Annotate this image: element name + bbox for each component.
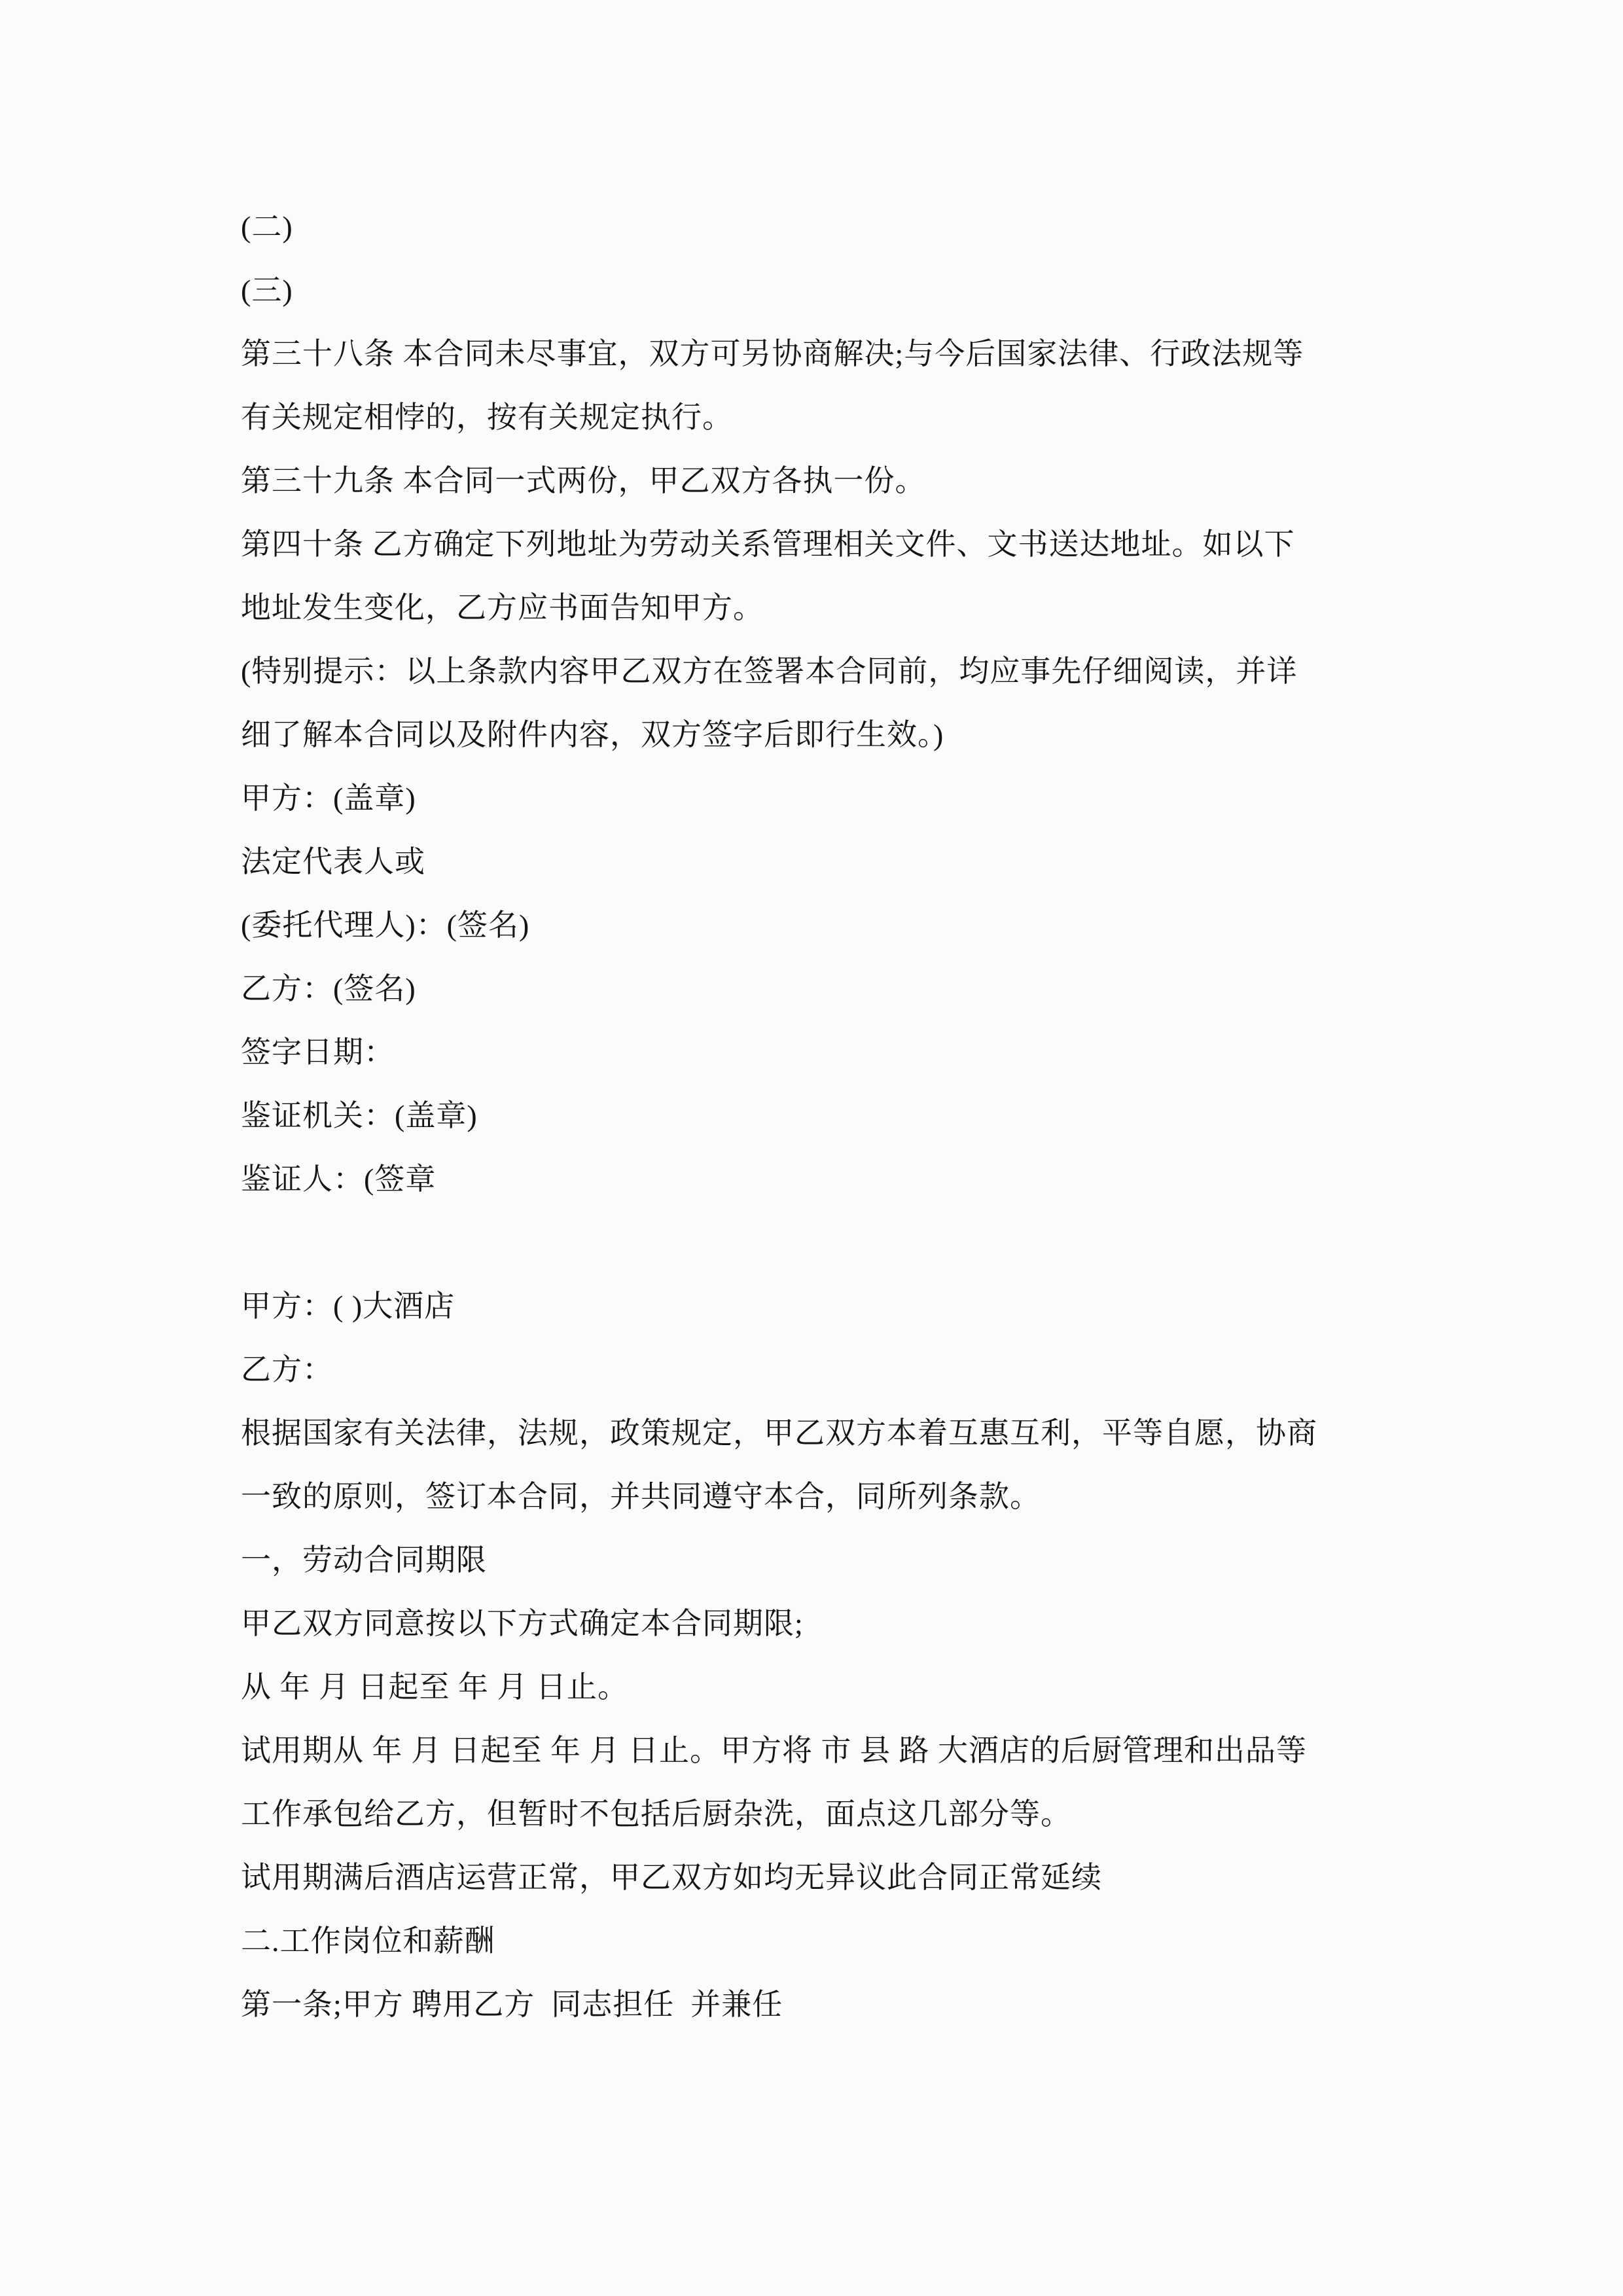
- text-line: 一致的原则，签订本合同，并共同遵守本合，同所列条款。: [241, 1480, 1041, 1513]
- text-line: 地址发生变化，乙方应书面告知甲方。: [241, 591, 764, 624]
- blank-line: [241, 1211, 1393, 1274]
- text-line: 甲方：(盖章): [241, 781, 416, 815]
- text-line: 乙方：: [241, 1353, 333, 1386]
- text-line: 第一条;甲方 聘用乙方 同志担任 并兼任: [241, 1988, 783, 2021]
- text-line: 从 年 月 日起至 年 月 日止。: [241, 1670, 628, 1704]
- text-line: 第三十八条 本合同未尽事宜，双方可另协商解决;与今后国家法律、行政法规等: [241, 337, 1304, 370]
- text-line: 有关规定相悖的，按有关规定执行。: [241, 401, 733, 434]
- text-line: 甲方：( )大酒店: [241, 1289, 455, 1323]
- text-line: 试用期从 年 月 日起至 年 月 日止。甲方将 市 县 路 大酒店的后厨管理和出品等: [241, 1734, 1307, 1767]
- text-line: (三): [241, 274, 293, 307]
- text-line: 乙方：(签名): [241, 972, 416, 1005]
- text-line: 鉴证人：(签章: [241, 1162, 437, 1196]
- text-line: 甲乙双方同意按以下方式确定本合同期限;: [241, 1607, 804, 1640]
- text-line: (特别提示：以上条款内容甲乙双方在签署本合同前，均应事先仔细阅读，并详: [241, 655, 1298, 688]
- text-line: 工作承包给乙方，但暂时不包括后厨杂洗，面点这几部分等。: [241, 1797, 1071, 1831]
- text-line: (二): [241, 210, 293, 243]
- text-line: (委托代理人)：(签名): [241, 908, 530, 942]
- text-line: 法定代表人或: [241, 845, 425, 878]
- text-line: 签字日期：: [241, 1035, 395, 1069]
- text-line: 二.工作岗位和薪酬: [241, 1924, 495, 1958]
- text-line: 鉴证机关：(盖章): [241, 1099, 478, 1132]
- text-line: 一，劳动合同期限: [241, 1543, 487, 1577]
- text-line: 第三十九条 本合同一式两份，甲乙双方各执一份。: [241, 464, 926, 497]
- text-line: 试用期满后酒店运营正常，甲乙双方如均无异议此合同正常延续: [241, 1861, 1102, 1894]
- text-line: 第四十条 乙方确定下列地址为劳动关系管理相关文件、文书送达地址。如以下: [241, 528, 1295, 561]
- text-line: 细了解本合同以及附件内容，双方签字后即行生效。): [241, 718, 944, 751]
- document-lines: [241, 195, 1393, 2036]
- text-line: 根据国家有关法律，法规，政策规定，甲乙双方本着互惠互利，平等自愿，协商: [241, 1416, 1317, 1450]
